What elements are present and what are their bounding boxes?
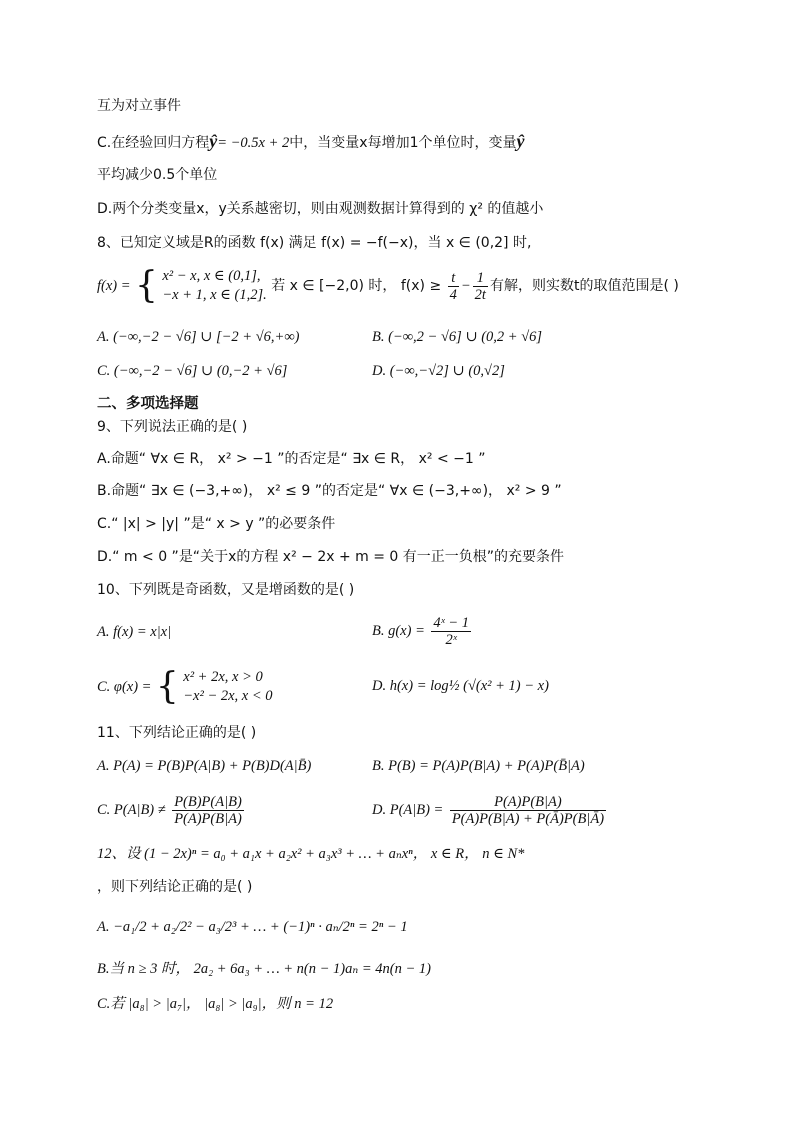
q12-option-c: C.若 |a₈| > |a₇|， |a₈| > |a₉|，则 n = 12 [97, 996, 334, 1012]
q7-option-c: C.在经验回归方程ŷ= −0.5x + 2中，当变量x每增加1个单位时，变量ŷ [97, 131, 525, 151]
fraction-bayes-d: $\frac{P(A)P(B|A)}{P(A)P(B|A) + P(Ā)P(B|Ā)}$ [451, 793, 605, 827]
q12-stem: 12、设 (1 − 2x)ⁿ = a₀ + a₁x + a₂x² + a₃x³ + … + aₙxⁿ， x ∈ R， n ∈ N* [97, 846, 525, 862]
q10-option-b: B. g(x) = $\frac{\text{4ˣ − 1}}{\text{2ˣ}}$ [372, 614, 469, 648]
q9-option-c: C.“ |x| > |y| ”是“ x > y ”的必要条件 [97, 516, 336, 532]
q9-option-a: A.命题“ ∀x ∈ R， x² > −1 ”的否定是“ ∃x ∈ R， x² < −1 ” [97, 451, 486, 467]
fraction-1-over-2t: $\frac{1}{2t}$ [474, 269, 486, 303]
q8-piecewise: f(x) = { x² − x, x ∈ (0,1], −x + 1, x ∈ (1,2]. 若 x ∈ [−2,0) 时， f(x) ≥ $\frac{t}{4}$ − $\frac{1}{2t}$ 有解，则实数t的取值范围是( ) [97, 265, 679, 306]
q7-option-c-tail: 平均减少0.5个单位 [97, 167, 218, 183]
q11-option-b: B. P(B) = P(A)P(B|A) + P(A)P(B̄|A) [372, 758, 585, 774]
q7-option-d: D.两个分类变量x，y关系越密切，则由观测数据计算得到的 χ² 的值越小 [97, 201, 544, 217]
q8-option-a: A. (−∞,−2 − √6] ∪ [−2 + √6,+∞) [97, 329, 300, 345]
q12-stem-tail: ，则下列结论正确的是( ) [97, 879, 253, 895]
q9-stem: 9、下列说法正确的是( ) [97, 419, 248, 435]
q10-stem: 10、下列既是奇函数，又是增函数的是( ) [97, 582, 355, 598]
section-heading: 二、多项选择题 [97, 396, 199, 412]
q8-option-d: D. (−∞,−√2] ∪ (0,√2] [372, 363, 505, 379]
q9-option-b: B.命题“ ∃x ∈ (−3,+∞)， x² ≤ 9 ”的否定是“ ∀x ∈ (−3,+∞)， x² > 9 ” [97, 483, 562, 499]
q7-option-b-tail: 互为对立事件 [97, 98, 181, 114]
q12-option-a: A. −a₁/2 + a₂/2² − a₃/2³ + … + (−1)ⁿ · aₙ/2ⁿ = 2ⁿ − 1 [97, 919, 408, 935]
q11-option-c: C. P(A|B) ≠ $\frac{P(B)P(A|B)}{P(A)P(B|A)}$ [97, 793, 242, 827]
q11-stem: 11、下列结论正确的是( ) [97, 725, 257, 741]
q11-option-d: D. P(A|B) = $\frac{P(A)P(B|A)}{P(A)P(B|A) + P(Ā)P(B|Ā)}$ [372, 793, 605, 827]
fraction-bayes-c: $\frac{P(B)P(A|B)}{P(A)P(B|A)}$ [174, 793, 242, 827]
q11-option-a: A. P(A) = P(B)P(A|B) + P(B)D(A|B̄) [97, 758, 312, 774]
q12-option-b: B.当 n ≥ 3 时， 2a₂ + 6a₃ + … + n(n − 1)aₙ = 4n(n − 1) [97, 961, 431, 977]
left-brace-icon-2: { [155, 666, 179, 707]
left-brace-icon: { [134, 265, 158, 306]
q8-option-b: B. (−∞,2 − √6] ∪ (0,2 + √6] [372, 329, 543, 345]
q10-option-c: C. φ(x) = { x² + 2x, x > 0 −x² − 2x, x < 0 [97, 666, 273, 707]
q9-option-d: D.“ m < 0 ”是“关于x的方程 x² − 2x + m = 0 有一正一负根”的充要条件 [97, 549, 565, 565]
y-hat-symbol-2: ŷ [516, 131, 525, 151]
q8-stem: 8、已知定义域是R的函数 f(x) 满足 f(x) = −f(−x)，当 x ∈ (0,2] 时, [97, 235, 532, 251]
y-hat-symbol: ŷ [209, 131, 218, 151]
fraction-t-over-4: $\frac{t}{4}$ [449, 269, 457, 303]
q8-option-c: C. (−∞,−2 − √6] ∪ (0,−2 + √6] [97, 363, 288, 379]
fraction-4x-minus-1-over-2x: $\frac{\text{4ˣ − 1}}{\text{2ˣ}}$ [433, 614, 469, 648]
q10-option-a: A. f(x) = x|x| [97, 624, 172, 640]
q10-option-d: D. h(x) = log½ (√(x² + 1) − x) [372, 678, 549, 694]
